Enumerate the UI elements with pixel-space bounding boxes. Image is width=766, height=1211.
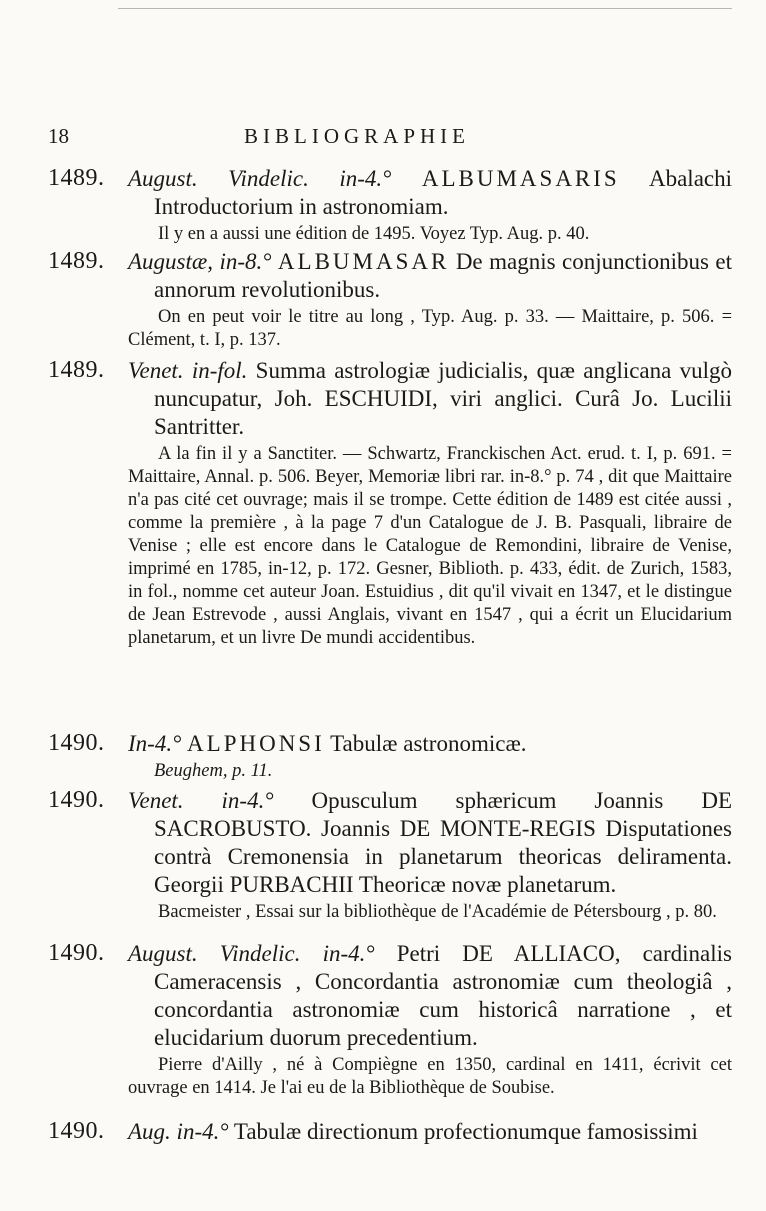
entry-title	[128, 165, 732, 221]
entry-note: Bacmeister , Essai sur la bibliothèque de l'Académie de Pétersbourg , p. 80.	[158, 902, 717, 922]
entry-author: ALBUMASAR	[277, 249, 450, 274]
entry-place-format: In-4.°	[128, 731, 182, 756]
entry-year: 1489.	[48, 248, 105, 274]
entry-place-format: Venet. in-fol.	[128, 358, 248, 383]
top-rule	[118, 8, 732, 9]
entry-place-format: Augustæ, in-8.°	[128, 249, 272, 274]
entry-place-format: Venet. in-4.°	[128, 788, 274, 813]
entry-text	[128, 248, 732, 352]
entry-title	[128, 730, 732, 758]
entry-author: ALPHONSI	[187, 731, 325, 756]
entry-title-rest: De magnis conjunctionibus et annorum revolutionibus.	[154, 249, 732, 302]
entry-title	[128, 1118, 732, 1146]
page-number: 18	[48, 124, 69, 148]
entry-text	[128, 730, 732, 783]
entry-year: 1490.	[48, 730, 105, 756]
entry-text	[128, 357, 732, 650]
entry-year: 1489.	[48, 357, 105, 383]
entry-year: 1490.	[48, 787, 105, 813]
entry-text	[128, 940, 732, 1100]
entry-title-main: Summa astrologiæ judicialis, quæ anglicana vulgò nuncupatur, Joh. ESCHUIDI, viri anglici. Curâ Jo. Lucilii Santritter.	[154, 358, 733, 439]
entry-year: 1490.	[48, 940, 105, 966]
entry-text	[128, 165, 732, 246]
entry-title-rest: Abalachi Introductorium in astronomiam.	[154, 166, 732, 219]
entry-title-main: Opusculum sphæricum Joannis DE SACROBUSTO. Joannis DE MONTE-REGIS Disputationes contrà Cremonensia in planetarum theoricas deliramenta. Georgii PURBACHII Theoricæ novæ planetarum.	[154, 788, 733, 897]
entry-title	[128, 357, 732, 441]
entry-note: Beughem, p. 11.	[154, 761, 273, 781]
entry-note: On en peut voir le titre au long , Typ. Aug. p. 33. — Maittaire, p. 506. = Clément, t. I, p. 137.	[128, 307, 732, 350]
entry-author: ALBUMASARIS	[421, 166, 620, 191]
entry-text	[128, 787, 732, 924]
entry-title	[128, 940, 732, 1052]
entry-year: 1490.	[48, 1118, 105, 1144]
entry-title	[128, 787, 732, 899]
page-header	[48, 124, 732, 154]
running-title: BIBLIOGRAPHIE	[244, 124, 470, 148]
entry-title	[128, 248, 732, 304]
entry-title-rest: Tabulæ astronomicæ.	[330, 731, 527, 756]
entry-title-main: Petri DE ALLIACO, cardinalis Cameracensis , Concordantia astronomiæ cum theologiâ , concordantia astronomiæ cum historicâ narratione , et elucidarium duorum precedentium.	[154, 941, 732, 1050]
entry-place-format: August. Vindelic. in-4.°	[128, 941, 375, 966]
entry-place-format: Aug. in-4.°	[128, 1119, 229, 1144]
entry-note: Il y en a aussi une édition de 1495. Voyez Typ. Aug. p. 40.	[158, 224, 590, 244]
entry-text	[128, 1118, 732, 1146]
entry-title-main: Tabulæ directionum profectionumque famosissimi	[233, 1119, 698, 1144]
entry-place-format: August. Vindelic. in-4.°	[128, 166, 392, 191]
entry-year: 1489.	[48, 165, 105, 191]
entry-note: Pierre d'Ailly , né à Compiègne en 1350, cardinal en 1411, écrivit cet ouvrage en 1414. Je l'ai eu de la Bibliothèque de Soubise.	[128, 1055, 732, 1098]
entry-note: A la fin il y a Sanctiter. — Schwartz, Franckischen Act. erud. t. I, p. 691. = Maittaire, Annal. p. 506. Beyer, Memoriæ libri rar. in-8.° p. 74 , dit que Maittaire n'a pas cité cet ouvrage; mais il se trompe. Cette édition de 1489 est citée aussi , comme la première , à la page 7 d'un Catalogue de J. B. Pasquali, libraire de Venise ; elle est encore dans le Catalogue de Remondini, libraire de Venise, imprimé en 1785, in-12, p. 172. Gesner, Biblioth. p. 433, édit. de Zurich, 1583, in fol., nomme cet auteur Joan. Estuidius , dit qu'il vivait en 1347, et le distingue de Jean Estrevode , aussi Anglais, vivant en 1547 , qui a écrit un Elucidarium planetarum, et un livre De mundi accidentibus.	[128, 444, 732, 648]
